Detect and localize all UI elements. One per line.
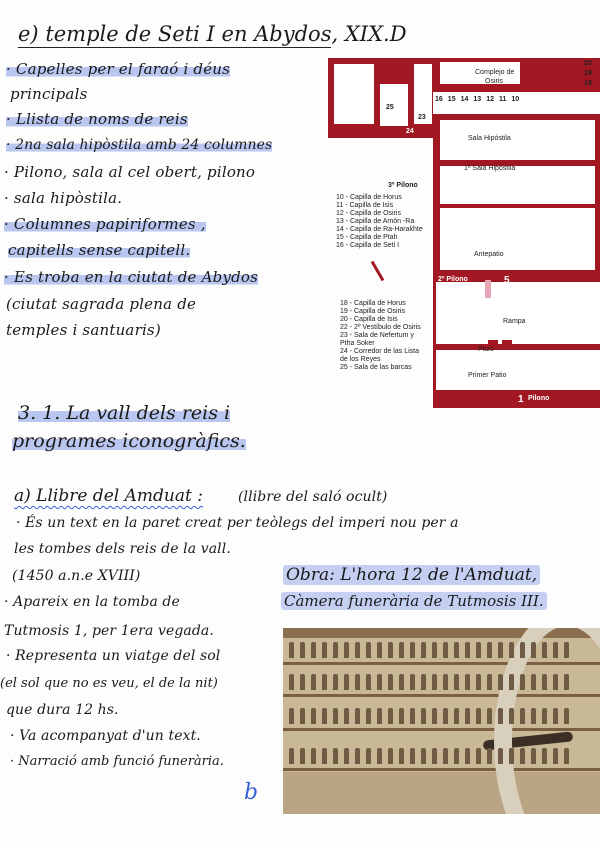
mural-figure: [410, 674, 415, 690]
mural-figure: [564, 708, 569, 724]
bullet-line: · Columnes papiriformes ,: [4, 215, 206, 233]
mural-figure: [487, 708, 492, 724]
mural-figure: [542, 748, 547, 764]
mural-figure: [553, 674, 558, 690]
mural-figure: [531, 748, 536, 764]
mural-figure: [509, 748, 514, 764]
mural-figure: [421, 748, 426, 764]
bullet-line: capitells sense capitell.: [8, 241, 191, 259]
mural-figure: [454, 642, 459, 658]
mural-figure: [432, 748, 437, 764]
mural-figure: [531, 708, 536, 724]
mural-figure: [498, 642, 503, 658]
mural-figure: [476, 748, 481, 764]
mural-figure: [366, 642, 371, 658]
bullet-line: (ciutat sagrada plena de: [6, 295, 197, 313]
obra-line2: Càmera funerària de Tutmosis III.: [281, 592, 547, 610]
mural-figure: [476, 674, 481, 690]
mural-figure: [355, 674, 360, 690]
mural-figure: [509, 674, 514, 690]
mural-figure: [300, 642, 305, 658]
mural-figure: [432, 708, 437, 724]
mural-figure: [300, 748, 305, 764]
mural-figure: [498, 748, 503, 764]
pozo-right: [502, 340, 512, 350]
mural-figure: [399, 674, 404, 690]
mural-figure: [421, 708, 426, 724]
chapel-numbers: 16 15 14 13 12 11 10: [435, 96, 520, 103]
heading-dynasty: , XIX.D: [331, 22, 407, 46]
mural-figure: [399, 708, 404, 724]
bullet-line: · sala hipòstila.: [4, 189, 123, 207]
bullet-line: · Narració amb funció funerària.: [10, 754, 224, 769]
mural-figure: [377, 708, 382, 724]
mural-figure: [322, 674, 327, 690]
mural-figure: [388, 642, 393, 658]
mural-figure: [465, 708, 470, 724]
mural-figure: [465, 748, 470, 764]
mural-figure: [388, 708, 393, 724]
mural-figure: [377, 674, 382, 690]
bullet-line: · Pilono, sala al cel obert, pilono: [4, 163, 256, 181]
bullet-line: · Apareix en la tomba de: [4, 594, 180, 610]
mural-figure: [355, 708, 360, 724]
amduat-mural-image: [283, 628, 600, 814]
mural-figure: [553, 642, 558, 658]
bullet-line: · 2na sala hipòstila amb 24 columnes: [6, 137, 273, 153]
mural-figure: [531, 642, 536, 658]
mural-figure: [421, 642, 426, 658]
mural-figure: [311, 708, 316, 724]
bullet-line: (el sol que no es veu, el de la nit): [0, 676, 218, 691]
mural-figure: [520, 748, 525, 764]
mural-figure: [465, 642, 470, 658]
mural-figure: [553, 708, 558, 724]
mural-figure: [289, 748, 294, 764]
mural-figure: [344, 708, 349, 724]
mural-figure: [333, 748, 338, 764]
mural-figure: [432, 674, 437, 690]
mural-figure: [487, 748, 492, 764]
bullet-line: les tombes dels reis de la vall.: [14, 541, 231, 557]
bullet-line: que dura 12 hs.: [6, 702, 119, 718]
obra-line1: Obra: L'hora 12 de l'Amduat,: [283, 565, 540, 585]
plan-legend-bottom: 18 - Capilla de Horus 19 - Capilla de Osiris 20 - Capilla de Isis 22 - 2º Vestíbulo de Osiris 23 - Sala de Nefertum y Ptha Soker 24 - Corredor de las Lista de los Reyes 25 - Sala de las barcas: [340, 300, 421, 371]
plan-legend-top: 10 - Capilla de Horus 11 - Capilla de Isis 12 - Capilla de Osiris 13 - Capilla de Amón -Ra 14 - Capilla de Ra-Harakhte 15 - Capilla de Ptah 16 - Capilla de Seti I: [336, 194, 423, 249]
rampa-marker: [485, 280, 491, 298]
mural-figure: [564, 748, 569, 764]
mural-figure: [300, 708, 305, 724]
mural-figure: [410, 708, 415, 724]
mural-figure: [322, 642, 327, 658]
bullet-line: · Llista de noms de reis: [6, 110, 188, 128]
rampa-area: [436, 282, 600, 344]
mural-figure: [498, 708, 503, 724]
mural-figure: [311, 674, 316, 690]
mural-figure: [366, 748, 371, 764]
mural-figure: [520, 674, 525, 690]
bullet-line: · Es troba en la ciutat de Abydos: [4, 268, 259, 286]
bullet-line: Tutmosis 1, per 1era vegada.: [4, 623, 214, 639]
mural-figure: [333, 674, 338, 690]
bullet-line: · Capelles per el faraó i déus: [6, 60, 231, 78]
mural-figure: [443, 708, 448, 724]
mural-figure: [542, 708, 547, 724]
mural-figure: [377, 748, 382, 764]
mural-figure: [421, 674, 426, 690]
mural-figure: [476, 708, 481, 724]
heading-letter: e): [18, 22, 39, 46]
mural-figure: [344, 674, 349, 690]
hypostyle-hall-2: [440, 120, 595, 160]
mural-figure: [333, 642, 338, 658]
mural-figure: [333, 708, 338, 724]
mural-figure: [388, 748, 393, 764]
mural-figure: [520, 708, 525, 724]
mural-figure: [454, 708, 459, 724]
section-title-line1: 3. 1. La vall dels reis i: [18, 402, 231, 424]
heading-title: temple de Seti I en Abydos: [45, 22, 332, 46]
handwritten-mark: b: [244, 780, 259, 805]
bullet-line: temples i santuaris): [6, 321, 161, 339]
mural-figure: [399, 748, 404, 764]
mural-figure: [344, 642, 349, 658]
mural-figure: [300, 674, 305, 690]
mural-figure: [289, 674, 294, 690]
mural-figure: [322, 708, 327, 724]
mural-figure: [553, 748, 558, 764]
mural-figure: [399, 642, 404, 658]
primer-patio: [436, 350, 600, 390]
bullet-line: · Representa un viatge del sol: [6, 648, 221, 664]
mural-figure: [344, 748, 349, 764]
mural-figure: [509, 708, 514, 724]
mural-figure: [498, 674, 503, 690]
mural-figure: [355, 748, 360, 764]
bullet-line: (1450 a.n.e XVIII): [12, 568, 141, 584]
heading-temple-seti: [18, 22, 407, 46]
mural-figure: [564, 674, 569, 690]
heading-amduat-subtitle: (llibre del saló ocult): [238, 489, 388, 505]
mural-figure: [366, 674, 371, 690]
mural-figure: [410, 748, 415, 764]
mural-figure: [366, 708, 371, 724]
mural-figure: [487, 674, 492, 690]
mural-figure: [443, 642, 448, 658]
mural-figure: [542, 674, 547, 690]
mural-figure: [388, 674, 393, 690]
mural-figure: [542, 642, 547, 658]
mural-figure: [377, 642, 382, 658]
mural-figure: [289, 642, 294, 658]
mural-figure: [476, 642, 481, 658]
temple-floor-plan: Complejo de Osiris 22 20 19 18 25 23 24 16 15 14 13 12 11 10 Sala Hipóstila 1ª Sala Hipóstila 3º Pilono Antepatio 2º Pilono 5 Rampa Pozo Primer Patio 1 Pilono 10 - Capilla de Horus 11 - Capilla de Isis 12 - Capilla de Osiris 13 - Capilla de Amón -Ra 14 - Capilla de Ra-Harakhte 15 - Capilla de Ptah 16 - Capilla de Seti I 18 - Capilla de Horus 19 - Capilla de Osiris 20 - Capilla de Isis 22 - 2º Vestíbulo de Osiris 23 - Sala de Nefertum y Ptha Soker 24 - Corredor de las Lista de los Reyes 25 - Sala de las barcas: [328, 58, 600, 408]
mural-figure: [311, 748, 316, 764]
bullet-line: · És un text en la paret creat per teòlegs del imperi nou per a: [16, 515, 459, 531]
section-title-line2: programes iconogràfics.: [12, 430, 246, 452]
mural-figure: [355, 642, 360, 658]
mural-figure: [454, 674, 459, 690]
mural-figure: [531, 674, 536, 690]
mural-figure: [454, 748, 459, 764]
mural-figure: [443, 674, 448, 690]
mural-figure: [520, 642, 525, 658]
mural-figure: [410, 642, 415, 658]
heading-amduat: a) Llibre del Amduat :: [14, 486, 203, 506]
bullet-line: principals: [10, 85, 88, 103]
mural-figure: [487, 642, 492, 658]
mural-figure: [443, 748, 448, 764]
mural-figure: [322, 748, 327, 764]
mural-figure: [564, 642, 569, 658]
mural-figure: [509, 642, 514, 658]
mural-figure: [432, 642, 437, 658]
bullet-line: · Va acompanyat d'un text.: [10, 728, 201, 744]
mural-figure: [311, 642, 316, 658]
antepatio: [440, 208, 595, 270]
mural-figure: [465, 674, 470, 690]
mural-figure: [289, 708, 294, 724]
